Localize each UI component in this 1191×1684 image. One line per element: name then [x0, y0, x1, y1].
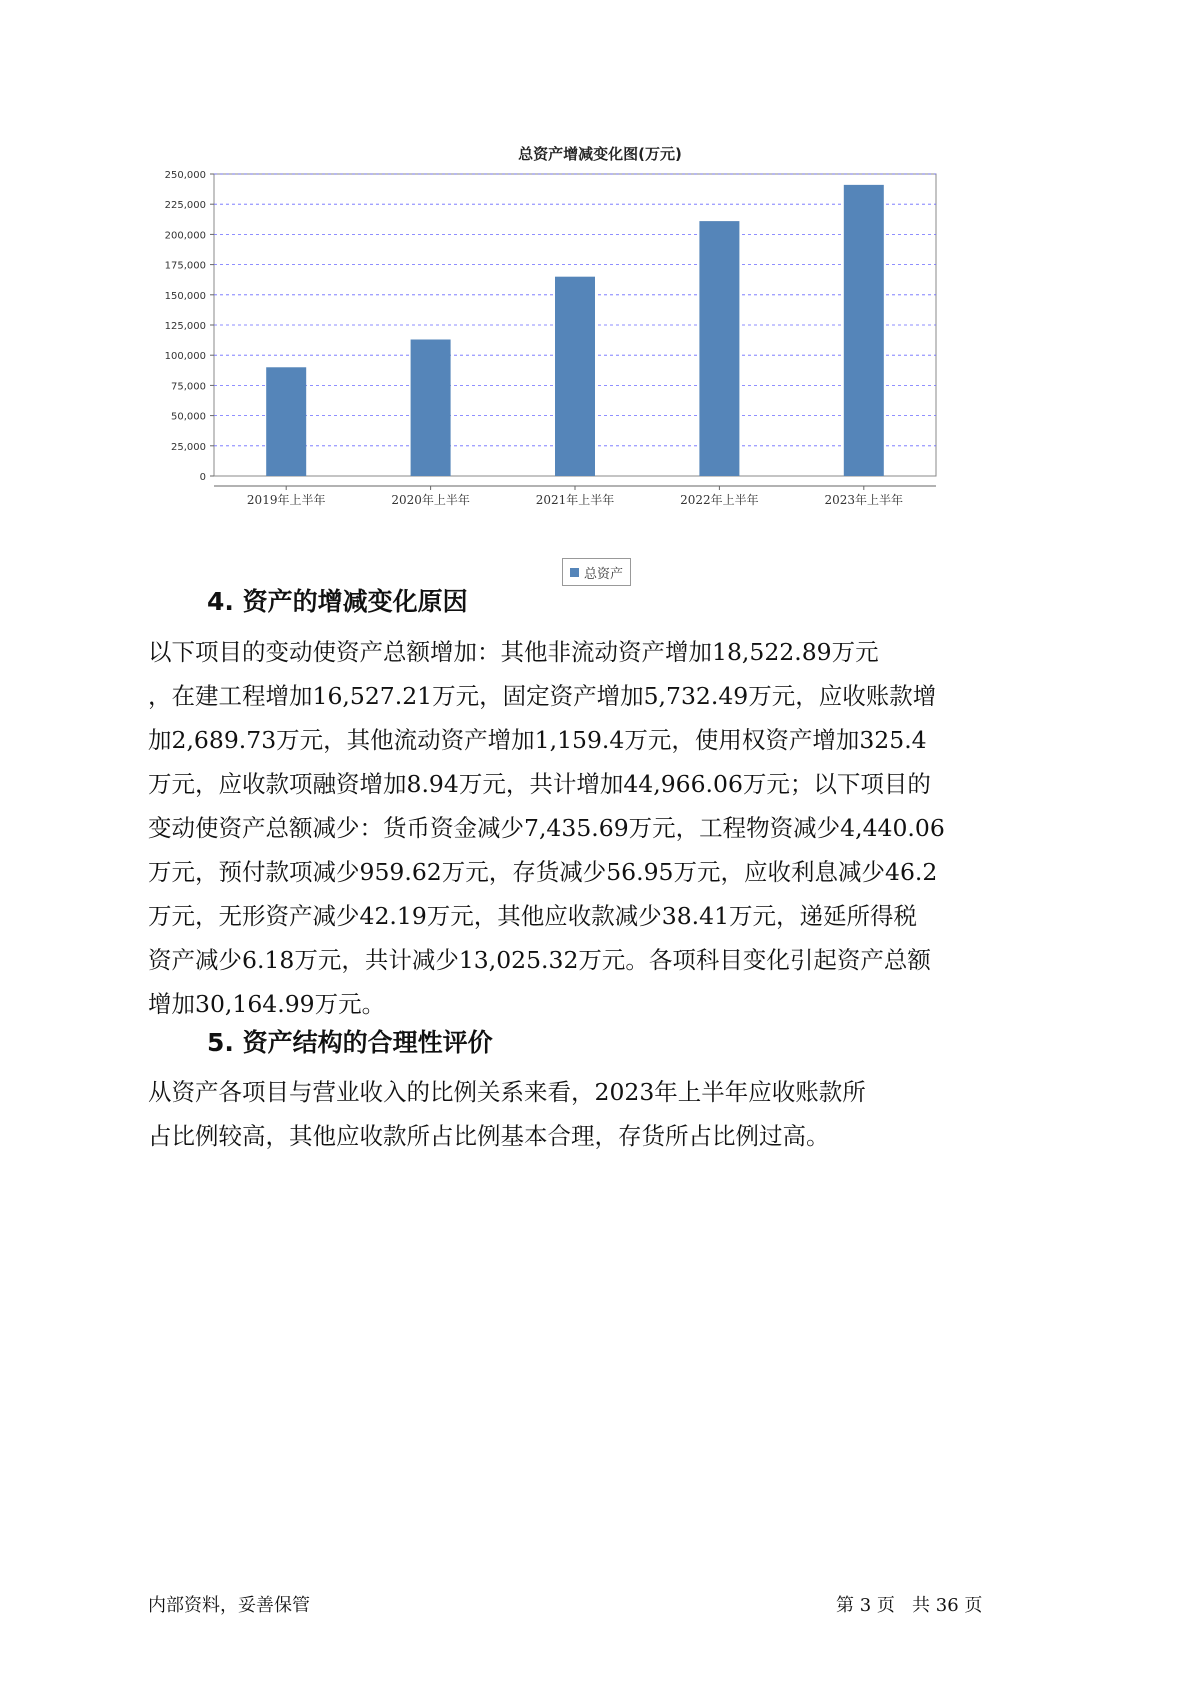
bar [844, 185, 884, 476]
section4-line: 资产减少6.18万元，共计减少13,025.32万元。各项科目变化引起资产总额 [148, 946, 931, 974]
section4-line: 以下项目的变动使资产总额增加：其他非流动资产增加18,522.89万元 [148, 638, 879, 666]
y-tick-label: 50,000 [171, 411, 206, 423]
y-tick-label: 175,000 [164, 260, 206, 272]
section4-line: 万元，应收款项融资增加8.94万元，共计增加44,966.06万元；以下项目的 [148, 770, 931, 798]
section4-heading: 4. 资产的增减变化原因 [207, 587, 468, 616]
section4-line: 变动使资产总额减少：货币资金减少7,435.69万元，工程物资减少4,440.06 [148, 814, 945, 842]
y-tick-label: 150,000 [164, 290, 206, 302]
x-tick-label: 2019年上半年 [246, 493, 326, 507]
y-tick-label: 200,000 [164, 230, 206, 242]
x-tick-label: 2023年上半年 [824, 493, 904, 507]
y-tick-label: 225,000 [164, 200, 206, 212]
section5-line: 占比例较高，其他应收款所占比例基本合理，存货所占比例过高。 [148, 1122, 830, 1150]
total-assets-chart [160, 130, 1040, 600]
x-tick-label: 2020年上半年 [391, 493, 470, 507]
y-tick-label: 100,000 [164, 351, 206, 363]
bar [411, 339, 451, 476]
section4-line: 加2,689.73万元，其他流动资产增加1,159.4万元，使用权资产增加325.4 [148, 726, 927, 754]
y-tick-label: 125,000 [164, 321, 206, 332]
section5-paragraph [148, 1070, 1063, 1158]
legend-label: 总资产 [584, 566, 624, 582]
section4-line: ，在建工程增加16,527.21万元，固定资产增加5,732.49万元，应收账款增 [148, 682, 937, 710]
section5-heading: 5. 资产结构的合理性评价 [207, 1028, 493, 1057]
bar [555, 277, 595, 476]
bar [266, 367, 306, 476]
x-tick-label: 2022年上半年 [680, 493, 759, 507]
section5-line: 从资产各项目与营业收入的比例关系来看，2023年上半年应收账款所 [148, 1078, 866, 1106]
chart-legend [562, 558, 631, 586]
y-tick-label: 250,000 [164, 170, 206, 181]
section4-line: 增加30,164.99万元。 [148, 990, 386, 1018]
section4-line: 万元，无形资产减少42.19万元，其他应收款减少38.41万元，递延所得税 [148, 902, 918, 930]
legend-swatch [570, 568, 579, 577]
y-tick-label: 75,000 [171, 381, 206, 393]
x-tick-label: 2021年上半年 [535, 493, 615, 507]
page-number: 第 3 页 共 36 页 [836, 1595, 983, 1616]
chart-title: 总资产增减变化图(万元) [518, 145, 682, 163]
chart-plot [160, 130, 1040, 600]
y-tick-label: 25,000 [171, 441, 206, 453]
section4-paragraph [148, 630, 1063, 1026]
section4-line: 万元，预付款项减少959.62万元，存货减少56.95万元，应收利息减少46.2 [148, 858, 938, 886]
bar [699, 221, 739, 476]
footer-note: 内部资料，妥善保管 [148, 1595, 310, 1616]
y-tick-label: 0 [199, 472, 206, 483]
